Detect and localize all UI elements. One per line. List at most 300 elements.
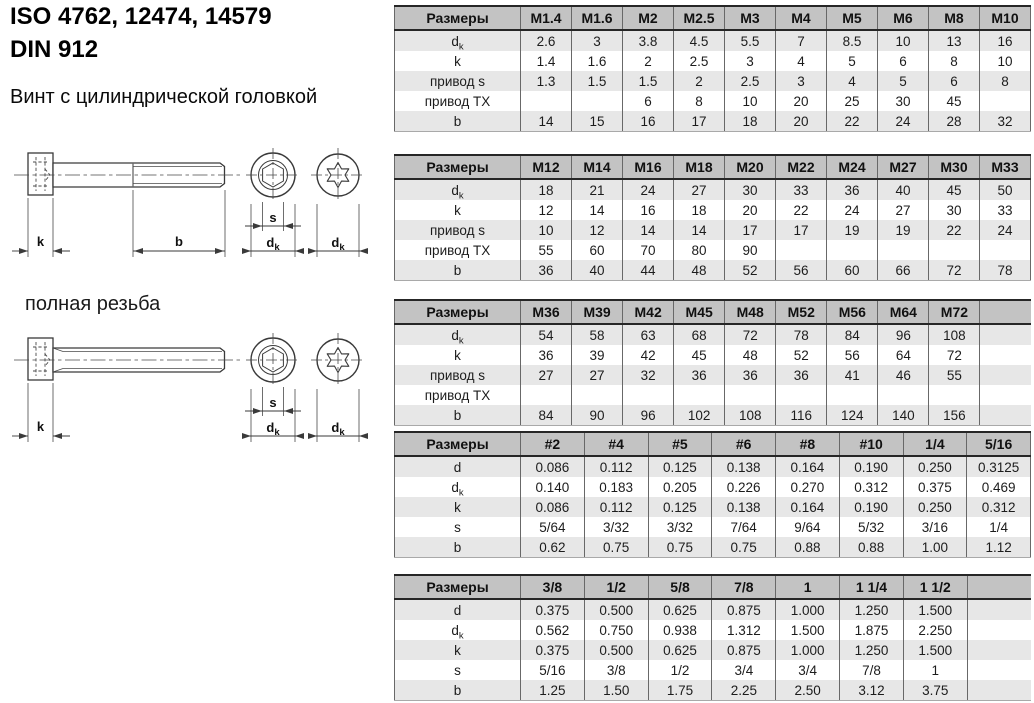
table-cell: 0.112	[584, 456, 648, 477]
row-label: $d_k$	[395, 30, 521, 51]
table-cell: 0.270	[776, 477, 840, 497]
column-header: M2.5	[674, 6, 725, 30]
table-row	[395, 456, 1031, 477]
table-cell: 124	[827, 405, 878, 426]
column-header: M2	[623, 6, 674, 30]
table-cell: 3	[725, 51, 776, 71]
table-cell: 12	[572, 220, 623, 240]
table-cell: 0.164	[776, 456, 840, 477]
torx-socket-end-view	[311, 148, 365, 202]
table-corner-header: Размеры	[395, 155, 521, 179]
table-cell: 4.5	[674, 30, 725, 51]
table-cell: 21	[572, 179, 623, 200]
column-header: M14	[572, 155, 623, 179]
row-label: k	[395, 497, 521, 517]
table-cell: 10	[725, 91, 776, 111]
table-cell: 116	[776, 405, 827, 426]
table-cell: 25	[827, 91, 878, 111]
table-cell	[572, 91, 623, 111]
table-cell: 0.625	[648, 640, 712, 660]
table-row	[395, 620, 1032, 640]
row-label: $d_k$	[395, 620, 521, 640]
table-row	[395, 517, 1031, 537]
table-cell: 1.3	[521, 71, 572, 91]
column-header: 1 1/2	[903, 575, 967, 599]
column-header: M3	[725, 6, 776, 30]
column-header: M72	[929, 300, 980, 324]
table-row	[395, 345, 1032, 365]
table-cell	[776, 385, 827, 405]
table-cell: 60	[827, 260, 878, 281]
column-header: M10	[980, 6, 1031, 30]
column-header: M33	[980, 155, 1031, 179]
row-label: b	[395, 680, 521, 701]
table-cell: 1.5	[572, 71, 623, 91]
table-cell: 1.500	[903, 640, 967, 660]
row-label: привод s	[395, 71, 521, 91]
table-cell: 3/8	[584, 660, 648, 680]
table-cell: 5.5	[725, 30, 776, 51]
column-header: M64	[878, 300, 929, 324]
table-cell: 0.500	[584, 640, 648, 660]
dim-label-b: b	[175, 234, 183, 249]
table-cell: 40	[878, 179, 929, 200]
table-row	[395, 599, 1032, 620]
table-cell: 0.125	[648, 497, 712, 517]
table-cell: 27	[572, 365, 623, 385]
table-cell: 1.25	[521, 680, 585, 701]
table-cell: 96	[878, 324, 929, 345]
column-header: 5/16	[967, 432, 1031, 456]
column-header: 1	[776, 575, 840, 599]
table-cell: 14	[572, 200, 623, 220]
table-cell: 18	[725, 111, 776, 132]
table-cell: 78	[776, 324, 827, 345]
table-cell	[878, 385, 929, 405]
table-cell: 4	[776, 51, 827, 71]
dim-label-s: s	[269, 395, 277, 410]
table-cell: 54	[521, 324, 572, 345]
dimension-lines	[12, 411, 368, 436]
table-cell: 7	[776, 30, 827, 51]
table-cell: 6	[623, 91, 674, 111]
table-cell: 1/4	[967, 517, 1031, 537]
table-cell: 64	[878, 345, 929, 365]
table-cell: 19	[827, 220, 878, 240]
table-row	[395, 640, 1032, 660]
table-cell	[572, 385, 623, 405]
table-cell	[623, 385, 674, 405]
row-label: привод TX	[395, 91, 521, 111]
table-cell: 22	[827, 111, 878, 132]
row-label: k	[395, 640, 521, 660]
table-cell	[980, 365, 1031, 385]
table-cell	[827, 240, 878, 260]
table-cell: 0.312	[967, 497, 1031, 517]
table-cell: 5	[878, 71, 929, 91]
row-label: b	[395, 405, 521, 426]
column-header: M4	[776, 6, 827, 30]
table-section-metric-large	[394, 299, 1031, 426]
column-header: 5/8	[648, 575, 712, 599]
table-cell	[725, 385, 776, 405]
table-cell	[967, 660, 1031, 680]
table-cell: 55	[929, 365, 980, 385]
table-cell: 36	[776, 365, 827, 385]
column-header: #10	[839, 432, 903, 456]
table-cell: 30	[725, 179, 776, 200]
column-header: #8	[776, 432, 840, 456]
table-cell: 90	[572, 405, 623, 426]
table-cell: 16	[980, 30, 1031, 51]
table-cell: 108	[725, 405, 776, 426]
table-cell: 0.562	[521, 620, 585, 640]
table-cell: 24	[827, 200, 878, 220]
table-row	[395, 51, 1031, 71]
column-header: 7/8	[712, 575, 776, 599]
column-header: #6	[712, 432, 776, 456]
table-cell: 18	[521, 179, 572, 200]
table-cell: 16	[623, 111, 674, 132]
column-header: M1.4	[521, 6, 572, 30]
table-cell: 0.75	[712, 537, 776, 558]
table-cell	[929, 385, 980, 405]
table-cell: 6	[929, 71, 980, 91]
row-label: b	[395, 260, 521, 281]
table-cell: 16	[623, 200, 674, 220]
table-cell: 52	[725, 260, 776, 281]
column-header: M42	[623, 300, 674, 324]
table-cell	[521, 385, 572, 405]
table-cell: 10	[521, 220, 572, 240]
table-cell	[980, 405, 1031, 426]
table-cell: 1.875	[840, 620, 904, 640]
table-row	[395, 365, 1032, 385]
row-label: k	[395, 345, 521, 365]
screw-drawing-partial-thread	[10, 145, 385, 263]
table-cell: 36	[827, 179, 878, 200]
table-cell: 66	[878, 260, 929, 281]
table-corner-header: Размеры	[395, 575, 521, 599]
table-cell: 0.750	[584, 620, 648, 640]
column-header: M6	[878, 6, 929, 30]
dim-label-dk: $d_k$	[266, 420, 280, 438]
table-cell: 2.5	[674, 51, 725, 71]
table-cell: 3/4	[712, 660, 776, 680]
table-cell: 2.50	[776, 680, 840, 701]
table-row	[395, 179, 1031, 200]
column-header	[980, 300, 1031, 324]
table-cell: 58	[572, 324, 623, 345]
dim-label-dk: $d_k$	[266, 235, 280, 253]
table-row	[395, 660, 1032, 680]
table-corner-header: Размеры	[395, 432, 521, 456]
column-header: M20	[725, 155, 776, 179]
column-header: 3/8	[521, 575, 585, 599]
column-header: M22	[776, 155, 827, 179]
table-cell: 1.250	[840, 640, 904, 660]
table-cell: 28	[929, 111, 980, 132]
column-header: M39	[572, 300, 623, 324]
table-row	[395, 220, 1031, 240]
table-cell: 36	[521, 260, 572, 281]
table-cell: 42	[623, 345, 674, 365]
screw-side-view	[14, 338, 240, 380]
table-cell: 3/32	[648, 517, 712, 537]
size-table-metric-m36-m72	[394, 299, 1031, 426]
table-cell: 1.000	[776, 640, 840, 660]
table-row	[395, 385, 1032, 405]
row-label: d	[395, 456, 521, 477]
table-cell: 36	[674, 365, 725, 385]
table-cell: 140	[878, 405, 929, 426]
table-cell: 18	[674, 200, 725, 220]
table-cell: 6	[878, 51, 929, 71]
table-cell: 0.226	[712, 477, 776, 497]
table-cell: 0.88	[776, 537, 840, 558]
table-cell: 0.88	[839, 537, 903, 558]
table-cell: 0.75	[584, 537, 648, 558]
table-cell: 0.086	[521, 456, 585, 477]
size-table-metric-m1-4-m10	[394, 5, 1031, 132]
table-cell: 3/32	[584, 517, 648, 537]
table-cell: 8	[674, 91, 725, 111]
table-cell: 2.6	[521, 30, 572, 51]
table-cell: 5/32	[839, 517, 903, 537]
table-cell: 2.5	[725, 71, 776, 91]
table-cell: 8	[929, 51, 980, 71]
table-cell: 0.183	[584, 477, 648, 497]
table-cell: 45	[929, 179, 980, 200]
table-cell: 1.75	[648, 680, 712, 701]
table-row	[395, 240, 1031, 260]
table-cell: 8.5	[827, 30, 878, 51]
table-cell: 55	[521, 240, 572, 260]
table-cell: 10	[878, 30, 929, 51]
table-cell: 0.250	[903, 456, 967, 477]
table-cell: 156	[929, 405, 980, 426]
table-cell: 1.12	[967, 537, 1031, 558]
column-header: M24	[827, 155, 878, 179]
column-header: #5	[648, 432, 712, 456]
column-header: M52	[776, 300, 827, 324]
table-cell: 3/4	[776, 660, 840, 680]
table-cell: 1.500	[776, 620, 840, 640]
table-cell: 5	[827, 51, 878, 71]
table-cell: 33	[776, 179, 827, 200]
standard-title-din: DIN 912	[10, 36, 99, 64]
table-cell: 45	[674, 345, 725, 365]
table-cell: 0.164	[776, 497, 840, 517]
table-cell: 5/16	[521, 660, 585, 680]
table-cell	[980, 240, 1031, 260]
table-cell: 30	[878, 91, 929, 111]
table-cell	[980, 91, 1031, 111]
table-cell: 27	[674, 179, 725, 200]
table-cell: 72	[929, 260, 980, 281]
extension-lines	[28, 190, 359, 257]
table-row	[395, 324, 1032, 345]
table-cell: 22	[929, 220, 980, 240]
table-cell: 3	[572, 30, 623, 51]
table-cell: 48	[725, 345, 776, 365]
table-cell: 14	[623, 220, 674, 240]
row-label: d	[395, 599, 521, 620]
table-cell: 0.62	[521, 537, 585, 558]
row-label: b	[395, 537, 521, 558]
table-cell: 0.250	[903, 497, 967, 517]
table-cell: 0.625	[648, 599, 712, 620]
table-cell: 70	[623, 240, 674, 260]
column-header: M56	[827, 300, 878, 324]
table-cell	[776, 240, 827, 260]
dim-label-k: k	[36, 234, 45, 249]
table-cell: 32	[980, 111, 1031, 132]
table-cell: 72	[725, 324, 776, 345]
table-cell: 52	[776, 345, 827, 365]
table-cell: 0.112	[584, 497, 648, 517]
table-cell: 7/64	[712, 517, 776, 537]
table-cell: 30	[929, 200, 980, 220]
table-cell: 0.875	[712, 599, 776, 620]
row-label: k	[395, 200, 521, 220]
table-cell	[967, 599, 1031, 620]
extension-lines	[28, 383, 359, 442]
table-cell: 36	[521, 345, 572, 365]
table-cell: 68	[674, 324, 725, 345]
dimension-lines	[12, 226, 368, 251]
table-cell	[878, 240, 929, 260]
screw-drawing-full-thread	[10, 330, 385, 452]
row-label: $d_k$	[395, 179, 521, 200]
table-cell: 10	[980, 51, 1031, 71]
column-header: #4	[584, 432, 648, 456]
table-cell	[980, 385, 1031, 405]
table-cell	[980, 324, 1031, 345]
table-cell: 3	[776, 71, 827, 91]
column-header: M30	[929, 155, 980, 179]
row-label: привод TX	[395, 240, 521, 260]
table-cell: 20	[776, 111, 827, 132]
size-table-inch-no2-5-16	[394, 431, 1031, 558]
table-cell: 50	[980, 179, 1031, 200]
table-cell	[967, 640, 1031, 660]
column-header: 1/2	[584, 575, 648, 599]
table-cell: 7/8	[840, 660, 904, 680]
table-cell: 1.000	[776, 599, 840, 620]
table-cell: 32	[623, 365, 674, 385]
torx-socket-end-view	[311, 333, 365, 387]
table-cell: 0.938	[648, 620, 712, 640]
table-cell: 108	[929, 324, 980, 345]
table-cell: 63	[623, 324, 674, 345]
full-thread-label: полная резьба	[25, 293, 161, 315]
table-cell: 12	[521, 200, 572, 220]
table-corner-header: Размеры	[395, 300, 521, 324]
table-cell: 0.469	[967, 477, 1031, 497]
table-cell: 2.25	[712, 680, 776, 701]
row-label: привод s	[395, 365, 521, 385]
table-cell: 56	[776, 260, 827, 281]
hex-socket-end-view	[246, 148, 300, 202]
size-table-inch-3-8-1-1-2	[394, 574, 1031, 701]
column-header: M8	[929, 6, 980, 30]
table-cell: 2.250	[903, 620, 967, 640]
table-cell: 48	[674, 260, 725, 281]
table-cell	[967, 680, 1031, 701]
table-cell: 84	[827, 324, 878, 345]
table-row	[395, 477, 1031, 497]
table-cell: 13	[929, 30, 980, 51]
table-cell: 0.138	[712, 456, 776, 477]
table-cell: 1.5	[623, 71, 674, 91]
dim-label-dk: $d_k$	[331, 420, 345, 438]
table-cell: 56	[827, 345, 878, 365]
table-cell: 0.375	[521, 640, 585, 660]
table-cell: 3.12	[840, 680, 904, 701]
table-cell: 0.312	[839, 477, 903, 497]
table-cell: 44	[623, 260, 674, 281]
table-cell: 0.086	[521, 497, 585, 517]
screw-side-view	[14, 153, 240, 195]
row-label: привод s	[395, 220, 521, 240]
table-cell: 1.500	[903, 599, 967, 620]
table-cell: 84	[521, 405, 572, 426]
standard-title-iso: ISO 4762, 12474, 14579	[10, 3, 272, 30]
column-header: M5	[827, 6, 878, 30]
table-cell	[827, 385, 878, 405]
table-cell: 0.205	[648, 477, 712, 497]
table-section-inch-small	[394, 431, 1031, 558]
column-header: M48	[725, 300, 776, 324]
table-cell: 0.875	[712, 640, 776, 660]
table-row	[395, 200, 1031, 220]
table-cell	[967, 620, 1031, 640]
table-cell: 17	[725, 220, 776, 240]
row-label: k	[395, 51, 521, 71]
table-row	[395, 91, 1031, 111]
table-cell	[929, 240, 980, 260]
table-row	[395, 30, 1031, 51]
table-cell: 3/16	[903, 517, 967, 537]
column-header: M1.6	[572, 6, 623, 30]
column-header: M27	[878, 155, 929, 179]
table-cell: 22	[776, 200, 827, 220]
table-cell	[980, 345, 1031, 365]
table-corner-header: Размеры	[395, 6, 521, 30]
column-header: M45	[674, 300, 725, 324]
table-cell: 90	[725, 240, 776, 260]
column-header	[967, 575, 1031, 599]
table-cell: 24	[980, 220, 1031, 240]
table-cell: 15	[572, 111, 623, 132]
table-cell: 78	[980, 260, 1031, 281]
table-cell: 45	[929, 91, 980, 111]
table-cell: 0.190	[839, 456, 903, 477]
product-name: Винт с цилиндрической головкой	[10, 86, 318, 108]
table-cell: 0.75	[648, 537, 712, 558]
table-cell: 5/64	[521, 517, 585, 537]
table-cell: 24	[878, 111, 929, 132]
table-cell: 1/2	[648, 660, 712, 680]
row-label: $d_k$	[395, 324, 521, 345]
table-cell: 17	[674, 111, 725, 132]
title-block	[10, 0, 272, 66]
table-cell: 20	[776, 91, 827, 111]
table-row	[395, 260, 1031, 281]
table-cell: 0.125	[648, 456, 712, 477]
table-row	[395, 111, 1031, 132]
